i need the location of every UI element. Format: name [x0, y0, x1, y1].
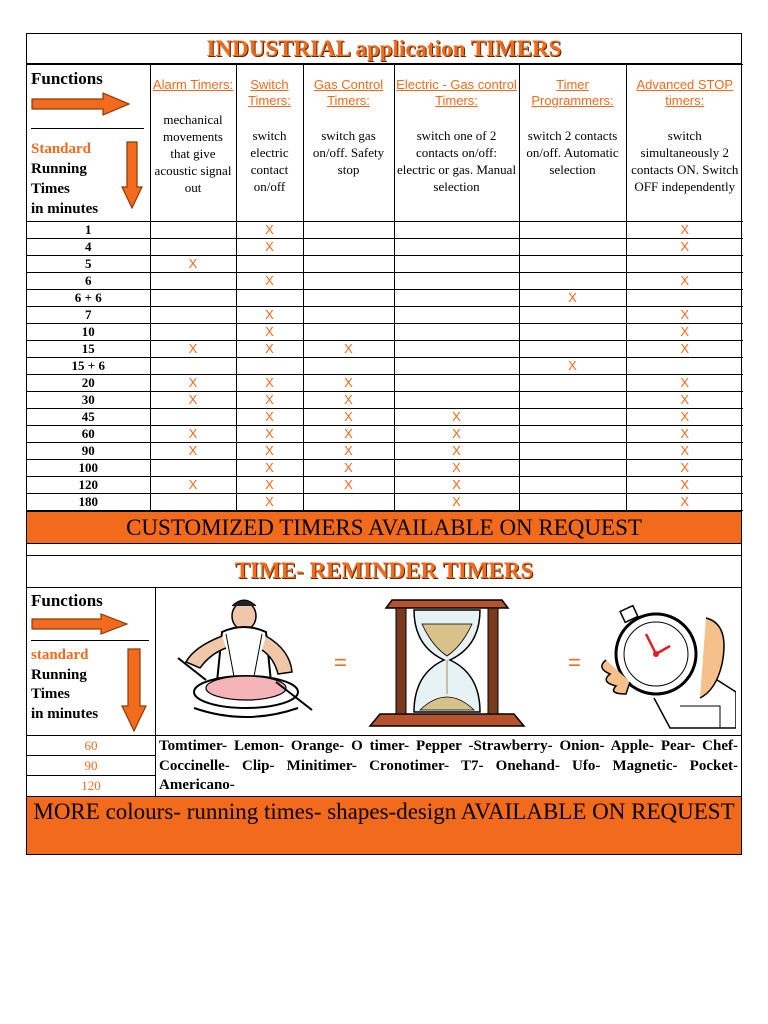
running-time-cell: 180 [27, 494, 150, 511]
mark-cell [626, 409, 743, 426]
availability-mark: X [265, 239, 274, 254]
mark-cell [519, 273, 626, 290]
mark-cell [519, 324, 626, 341]
standard-label: standard [31, 647, 89, 663]
mark-cell [303, 239, 394, 256]
mark-cell [150, 341, 236, 358]
running-time-cell: 1 [27, 222, 150, 239]
availability-mark: X [344, 392, 353, 407]
col-gas-control [303, 65, 394, 222]
availability-mark: X [344, 409, 353, 424]
mark-cell [236, 324, 303, 341]
mark-cell [236, 426, 303, 443]
divider [31, 640, 149, 641]
availability-mark: X [344, 460, 353, 475]
mark-cell [303, 375, 394, 392]
mark-cell [626, 273, 743, 290]
page-title: INDUSTRIAL application TIMERS [27, 34, 741, 64]
functions-cell [27, 588, 156, 735]
functions-label: Functions [31, 591, 103, 610]
clipart-area [156, 588, 741, 735]
table-row [27, 290, 743, 307]
mark-cell [150, 273, 236, 290]
running-time-cell: 5 [27, 256, 150, 273]
running-time-cell: 45 [27, 409, 150, 426]
availability-mark: X [680, 341, 690, 356]
arrow-down-icon [121, 141, 143, 209]
mark-cell [236, 222, 303, 239]
mark-cell [626, 460, 743, 477]
mark-cell [303, 426, 394, 443]
mark-cell [236, 239, 303, 256]
running-label: Running [31, 666, 87, 683]
section-title: TIME- REMINDER TIMERS [27, 556, 741, 588]
mark-cell [394, 443, 519, 460]
availability-mark: X [452, 460, 461, 475]
spacer-row [27, 544, 741, 556]
availability-mark: X [568, 358, 577, 373]
availability-mark: X [680, 443, 690, 458]
mark-cell [394, 239, 519, 256]
stopwatch-clipart [596, 594, 736, 730]
mark-cell [150, 426, 236, 443]
availability-mark: X [680, 239, 690, 254]
availability-mark: X [452, 477, 461, 492]
mark-cell [519, 341, 626, 358]
reminder-time: 90 [27, 756, 155, 776]
running-time-cell: 15 [27, 341, 150, 358]
mark-cell [303, 341, 394, 358]
mark-cell [303, 273, 394, 290]
mark-cell [626, 477, 743, 494]
mark-cell [626, 358, 743, 375]
timers-table [27, 64, 743, 511]
availability-mark: X [344, 426, 353, 441]
mark-cell [394, 426, 519, 443]
col-desc: switch one of 2 contacts on/off: electric or gas. Manual selection [396, 128, 517, 194]
availability-mark: X [344, 375, 353, 390]
mark-cell [519, 222, 626, 239]
mark-cell [519, 256, 626, 273]
mark-cell [394, 341, 519, 358]
table-row [27, 222, 743, 239]
mark-cell [394, 409, 519, 426]
availability-mark: X [188, 341, 198, 356]
mark-cell [150, 494, 236, 511]
arrow-right-icon [31, 613, 129, 635]
availability-mark: X [265, 409, 274, 424]
running-time-cell: 4 [27, 239, 150, 256]
col-switch [236, 65, 303, 222]
mark-cell [236, 273, 303, 290]
table-row [27, 426, 743, 443]
equals-sign: = [334, 650, 347, 675]
mark-cell [303, 460, 394, 477]
availability-mark: X [452, 443, 461, 458]
mark-cell [150, 239, 236, 256]
reminder-time: 60 [27, 736, 155, 756]
availability-mark: X [265, 307, 274, 322]
availability-mark: X [188, 375, 198, 390]
reminder-model-names: Tomtimer- Lemon- Orange- O timer- Pepper -Strawberry- Onion- Apple- Pear- Chef- Coccinelle- Clip- Minitimer- Cronotimer- T7- Onehand- Ufo- Magnetic- Pocket- Americano- [159, 738, 738, 793]
mark-cell [626, 239, 743, 256]
mark-cell [626, 222, 743, 239]
availability-mark: X [680, 273, 690, 288]
availability-mark: X [265, 443, 274, 458]
col-electric-gas [394, 65, 519, 222]
table-row [27, 443, 743, 460]
availability-mark: X [265, 375, 274, 390]
mark-cell [626, 307, 743, 324]
table-row [27, 392, 743, 409]
col-name: Alarm Timers: [152, 77, 234, 92]
table-row [27, 494, 743, 511]
divider [31, 128, 144, 129]
availability-mark: X [265, 494, 274, 509]
table-row [27, 375, 743, 392]
mark-cell [236, 290, 303, 307]
running-time-cell: 6 + 6 [27, 290, 150, 307]
col-name: Switch Timers: [248, 77, 291, 108]
mark-cell [236, 460, 303, 477]
table-row [27, 307, 743, 324]
more-options-banner: MORE colours- running times- shapes-design AVAILABLE ON REQUEST [27, 796, 741, 854]
equals-sign: = [568, 650, 581, 675]
arrow-right-icon [31, 92, 131, 116]
running-time-cell: 30 [27, 392, 150, 409]
mark-cell [626, 392, 743, 409]
running-label: Running [31, 161, 87, 177]
mark-cell [236, 341, 303, 358]
mark-cell [303, 477, 394, 494]
availability-mark: X [344, 477, 353, 492]
availability-mark: X [452, 426, 461, 441]
col-name: Advanced STOP timers: [636, 77, 734, 108]
mark-cell [394, 375, 519, 392]
running-time-cell: 15 + 6 [27, 358, 150, 375]
mark-cell [303, 494, 394, 511]
mark-cell [626, 341, 743, 358]
mark-cell [519, 290, 626, 307]
mark-cell [519, 409, 626, 426]
availability-mark: X [265, 324, 274, 339]
mark-cell [394, 477, 519, 494]
running-times-label [31, 646, 98, 724]
mark-cell [150, 392, 236, 409]
mark-cell [626, 324, 743, 341]
mark-cell [394, 256, 519, 273]
functions-cell [27, 65, 150, 222]
mark-cell [150, 409, 236, 426]
mark-cell [303, 443, 394, 460]
mark-cell [626, 426, 743, 443]
mark-cell [394, 222, 519, 239]
availability-mark: X [188, 426, 198, 441]
mark-cell [236, 494, 303, 511]
availability-mark: X [265, 392, 274, 407]
mark-cell [150, 256, 236, 273]
col-desc: switch gas on/off. Safety stop [312, 128, 385, 177]
availability-mark: X [680, 222, 690, 237]
in-minutes-label: in minutes [31, 705, 99, 722]
mark-cell [394, 494, 519, 511]
times-label: Times [31, 686, 70, 702]
availability-mark: X [265, 477, 274, 492]
running-time-cell: 7 [27, 307, 150, 324]
mark-cell [519, 358, 626, 375]
availability-mark: X [452, 494, 461, 509]
mark-cell [236, 307, 303, 324]
availability-mark: X [188, 256, 198, 271]
availability-mark: X [680, 477, 690, 492]
mark-cell [150, 460, 236, 477]
mark-cell [394, 460, 519, 477]
mark-cell [303, 358, 394, 375]
reminder-times [27, 736, 156, 796]
mark-cell [303, 290, 394, 307]
mark-cell [150, 443, 236, 460]
in-minutes-label: in minutes [31, 201, 99, 217]
mark-cell [150, 290, 236, 307]
availability-mark: X [265, 341, 274, 356]
mark-cell [303, 256, 394, 273]
reminder-time: 120 [81, 778, 101, 793]
mark-cell [303, 307, 394, 324]
mark-cell [150, 358, 236, 375]
mark-cell [519, 392, 626, 409]
col-desc: switch simultaneously 2 contacts ON. Switch OFF independently [631, 128, 739, 194]
mark-cell [150, 375, 236, 392]
col-name: Gas Control Timers: [313, 77, 384, 108]
times-label: Times [31, 181, 70, 197]
availability-mark: X [265, 426, 274, 441]
running-time-cell: 60 [27, 426, 150, 443]
availability-mark: X [344, 443, 353, 458]
mark-cell [394, 273, 519, 290]
arrow-down-icon [121, 648, 147, 732]
availability-mark: X [680, 494, 690, 509]
mark-cell [303, 222, 394, 239]
header-row [27, 65, 743, 222]
running-time-cell: 100 [27, 460, 150, 477]
mark-cell [626, 290, 743, 307]
running-times-label [31, 139, 98, 219]
table-row [27, 477, 743, 494]
mark-cell [519, 426, 626, 443]
mark-cell [150, 222, 236, 239]
availability-mark: X [452, 409, 461, 424]
mark-cell [150, 307, 236, 324]
mark-cell [394, 290, 519, 307]
availability-mark: X [568, 290, 577, 305]
timers-sheet [26, 33, 742, 855]
mark-cell [519, 307, 626, 324]
availability-mark: X [680, 324, 690, 339]
mark-cell [519, 443, 626, 460]
standard-label: Standard [31, 141, 92, 157]
mark-cell [236, 256, 303, 273]
running-time-cell: 6 [27, 273, 150, 290]
col-desc: switch electric contact on/off [250, 128, 289, 194]
col-desc: mechanical movements that give acoustic signal out [154, 112, 232, 195]
mark-cell [150, 324, 236, 341]
running-time-cell: 120 [27, 477, 150, 494]
mark-cell [394, 358, 519, 375]
reminder-section [27, 588, 741, 736]
customized-banner: CUSTOMIZED TIMERS AVAILABLE ON REQUEST [27, 511, 741, 544]
running-time-cell: 20 [27, 375, 150, 392]
table-row [27, 460, 743, 477]
col-programmers [519, 65, 626, 222]
hourglass-clipart [362, 594, 532, 730]
chef-clipart [164, 592, 314, 732]
mark-cell [394, 392, 519, 409]
availability-mark: X [265, 273, 274, 288]
availability-mark: X [680, 409, 690, 424]
mark-cell [626, 256, 743, 273]
table-row [27, 256, 743, 273]
table-row [27, 324, 743, 341]
availability-mark: X [680, 460, 690, 475]
availability-mark: X [680, 307, 690, 322]
col-alarm [150, 65, 236, 222]
mark-cell [236, 375, 303, 392]
mark-cell [519, 494, 626, 511]
mark-cell [150, 477, 236, 494]
col-desc: switch 2 contacts on/off. Automatic selection [526, 128, 619, 177]
mark-cell [236, 477, 303, 494]
mark-cell [303, 392, 394, 409]
mark-cell [303, 324, 394, 341]
table-row [27, 409, 743, 426]
mark-cell [236, 443, 303, 460]
availability-mark: X [188, 392, 198, 407]
mark-cell [519, 460, 626, 477]
mark-cell [626, 375, 743, 392]
availability-mark: X [188, 443, 198, 458]
mark-cell [236, 392, 303, 409]
functions-label: Functions [31, 69, 103, 88]
col-advanced-stop [626, 65, 743, 222]
mark-cell [303, 409, 394, 426]
availability-mark: X [265, 460, 274, 475]
mark-cell [519, 375, 626, 392]
reminder-models [27, 736, 741, 796]
col-name: Timer Programmers: [531, 77, 614, 108]
running-time-cell: 10 [27, 324, 150, 341]
col-name: Electric - Gas control Timers: [396, 77, 517, 108]
mark-cell [394, 324, 519, 341]
mark-cell [626, 443, 743, 460]
availability-mark: X [680, 392, 690, 407]
availability-mark: X [265, 222, 274, 237]
table-row [27, 273, 743, 290]
availability-mark: X [344, 341, 353, 356]
table-row [27, 341, 743, 358]
mark-cell [626, 494, 743, 511]
availability-mark: X [680, 426, 690, 441]
table-row [27, 239, 743, 256]
mark-cell [236, 358, 303, 375]
mark-cell [519, 239, 626, 256]
mark-cell [394, 307, 519, 324]
mark-cell [236, 409, 303, 426]
running-time-cell: 90 [27, 443, 150, 460]
availability-mark: X [188, 477, 198, 492]
table-row [27, 358, 743, 375]
availability-mark: X [680, 375, 690, 390]
mark-cell [519, 477, 626, 494]
